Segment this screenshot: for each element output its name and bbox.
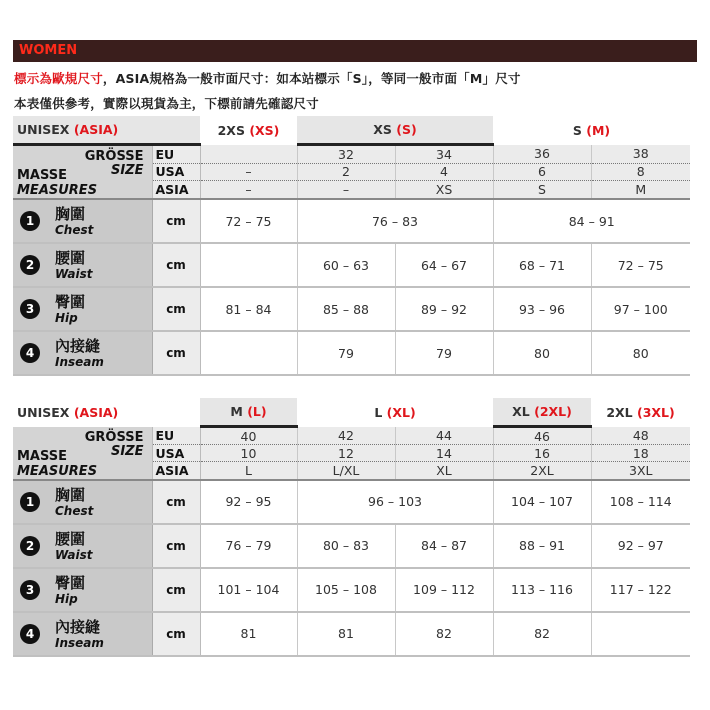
usa-value: 8	[591, 163, 690, 181]
asia-value: L	[200, 462, 297, 480]
inseam-label: 4 內接縫 Inseam	[13, 331, 152, 375]
waist-value: 88 – 91	[493, 524, 591, 568]
hip-value: 89 – 92	[395, 287, 493, 331]
number-3-icon: 3	[20, 299, 40, 319]
inseam-value	[591, 612, 690, 656]
size-note-highlight: 標示為歐規尺寸	[14, 71, 103, 86]
usa-value: 4	[395, 163, 493, 181]
eu-value: 38	[591, 145, 690, 164]
chest-value: 76 – 83	[297, 199, 493, 243]
usa-value: 18	[591, 445, 690, 462]
waist-value: 64 – 67	[395, 243, 493, 287]
inseam-value: 81	[297, 612, 395, 656]
size-table-1	[13, 116, 690, 376]
waist-label: 2 腰圍 Waist	[13, 524, 152, 568]
chest-label: 1 胸圍 Chest	[13, 199, 152, 243]
unit-label: cm	[152, 568, 200, 612]
hip-value: 85 – 88	[297, 287, 395, 331]
asia-value: S	[493, 181, 591, 199]
chest-row	[13, 480, 690, 524]
size-header: 2XL (3XL)	[606, 404, 675, 420]
eu-value: 34	[395, 145, 493, 164]
usa-label: USA	[152, 445, 200, 462]
chest-value: 108 – 114	[591, 480, 690, 524]
hip-row	[13, 568, 690, 612]
number-4-icon: 4	[20, 624, 40, 644]
usa-value: 6	[493, 163, 591, 181]
chest-value: 96 – 103	[297, 480, 493, 524]
inseam-value: 80	[493, 331, 591, 375]
chest-value: 84 – 91	[493, 199, 690, 243]
size-header: S (M)	[572, 122, 611, 138]
number-2-icon: 2	[20, 536, 40, 556]
usa-label: USA	[152, 163, 200, 181]
inseam-value: 80	[591, 331, 690, 375]
waist-value: 60 – 63	[297, 243, 395, 287]
inseam-value: 79	[395, 331, 493, 375]
inseam-value: 82	[493, 612, 591, 656]
eu-label: EU	[152, 145, 200, 164]
masse-size-cell: GRÖSSE SIZE MASSE MEASURES	[13, 427, 152, 480]
chest-label: 1 胸圍 Chest	[13, 480, 152, 524]
waist-value: 76 – 79	[200, 524, 297, 568]
inseam-value	[200, 331, 297, 375]
unit-label: cm	[152, 612, 200, 656]
eu-value: 42	[297, 427, 395, 445]
unit-label: cm	[152, 331, 200, 375]
size-note-line2: 本表僅供參考，實際以現貨為主，下標前請先確認尺寸	[14, 96, 319, 111]
usa-value: 16	[493, 445, 591, 462]
eu-value: 48	[591, 427, 690, 445]
usa-value: 10	[200, 445, 297, 462]
eu-value: 44	[395, 427, 493, 445]
size-header: L (XL)	[374, 404, 416, 420]
chest-value: 92 – 95	[200, 480, 297, 524]
unisex-label: UNISEX (ASIA)	[13, 116, 200, 145]
unit-label: cm	[152, 524, 200, 568]
unit-label: cm	[152, 287, 200, 331]
hip-value: 81 – 84	[200, 287, 297, 331]
asia-value: XS	[395, 181, 493, 199]
waist-value	[200, 243, 297, 287]
usa-value: 12	[297, 445, 395, 462]
inseam-value: 82	[395, 612, 493, 656]
hip-row	[13, 287, 690, 331]
size-header: XL (2XL)	[493, 398, 591, 427]
size-header: M (L)	[200, 398, 297, 427]
size-header: 2XS (XS)	[217, 122, 280, 138]
eu-value: 40	[200, 427, 297, 445]
waist-value: 84 – 87	[395, 524, 493, 568]
hip-label: 3 臀圍 Hip	[13, 568, 152, 612]
asia-label: ASIA	[152, 181, 200, 199]
chest-value: 72 – 75	[200, 199, 297, 243]
size-table-2	[13, 398, 690, 657]
eu-row	[13, 145, 690, 164]
inseam-row	[13, 612, 690, 656]
usa-value: 2	[297, 163, 395, 181]
masse-size-cell: GRÖSSE SIZE MASSE MEASURES	[13, 145, 152, 200]
unisex-label: UNISEX (ASIA)	[17, 404, 119, 420]
hip-label: 3 臀圍 Hip	[13, 287, 152, 331]
waist-value: 80 – 83	[297, 524, 395, 568]
hip-value: 93 – 96	[493, 287, 591, 331]
asia-value: L/XL	[297, 462, 395, 480]
asia-value: 3XL	[591, 462, 690, 480]
unit-label: cm	[152, 243, 200, 287]
eu-value	[200, 145, 297, 164]
hip-value: 97 – 100	[591, 287, 690, 331]
eu-label: EU	[152, 427, 200, 445]
hip-value: 109 – 112	[395, 568, 493, 612]
asia-value: –	[200, 181, 297, 199]
hip-value: 117 – 122	[591, 568, 690, 612]
unit-label: cm	[152, 480, 200, 524]
hip-value: 113 – 116	[493, 568, 591, 612]
inseam-row	[13, 331, 690, 375]
size-header: XS (S)	[297, 116, 493, 145]
number-2-icon: 2	[20, 255, 40, 275]
number-4-icon: 4	[20, 343, 40, 363]
number-1-icon: 1	[20, 492, 40, 512]
asia-value: M	[591, 181, 690, 199]
eu-row	[13, 427, 690, 445]
table-header-row	[13, 398, 690, 427]
usa-value: –	[200, 163, 297, 181]
unit-label: cm	[152, 199, 200, 243]
women-banner	[13, 40, 697, 62]
inseam-value: 79	[297, 331, 395, 375]
asia-value: XL	[395, 462, 493, 480]
number-3-icon: 3	[20, 580, 40, 600]
asia-value: 2XL	[493, 462, 591, 480]
eu-value: 32	[297, 145, 395, 164]
waist-value: 92 – 97	[591, 524, 690, 568]
asia-label: ASIA	[152, 462, 200, 480]
hip-value: 105 – 108	[297, 568, 395, 612]
size-note-text: ，ASIA規格為一般市面尺寸：如本站標示「S」，等同一般市面「M」尺寸	[102, 71, 521, 86]
hip-value: 101 – 104	[200, 568, 297, 612]
waist-label: 2 腰圍 Waist	[13, 243, 152, 287]
chest-row	[13, 199, 690, 243]
table-header-row	[13, 116, 690, 145]
inseam-value: 81	[200, 612, 297, 656]
waist-row	[13, 524, 690, 568]
eu-value: 46	[493, 427, 591, 445]
waist-row	[13, 243, 690, 287]
eu-value: 36	[493, 145, 591, 164]
number-1-icon: 1	[20, 211, 40, 231]
chest-value: 104 – 107	[493, 480, 591, 524]
inseam-label: 4 內接縫 Inseam	[13, 612, 152, 656]
usa-value: 14	[395, 445, 493, 462]
waist-value: 68 – 71	[493, 243, 591, 287]
waist-value: 72 – 75	[591, 243, 690, 287]
size-note-line1	[14, 69, 521, 87]
banner-title: WOMEN	[19, 43, 78, 58]
asia-value: –	[297, 181, 395, 199]
